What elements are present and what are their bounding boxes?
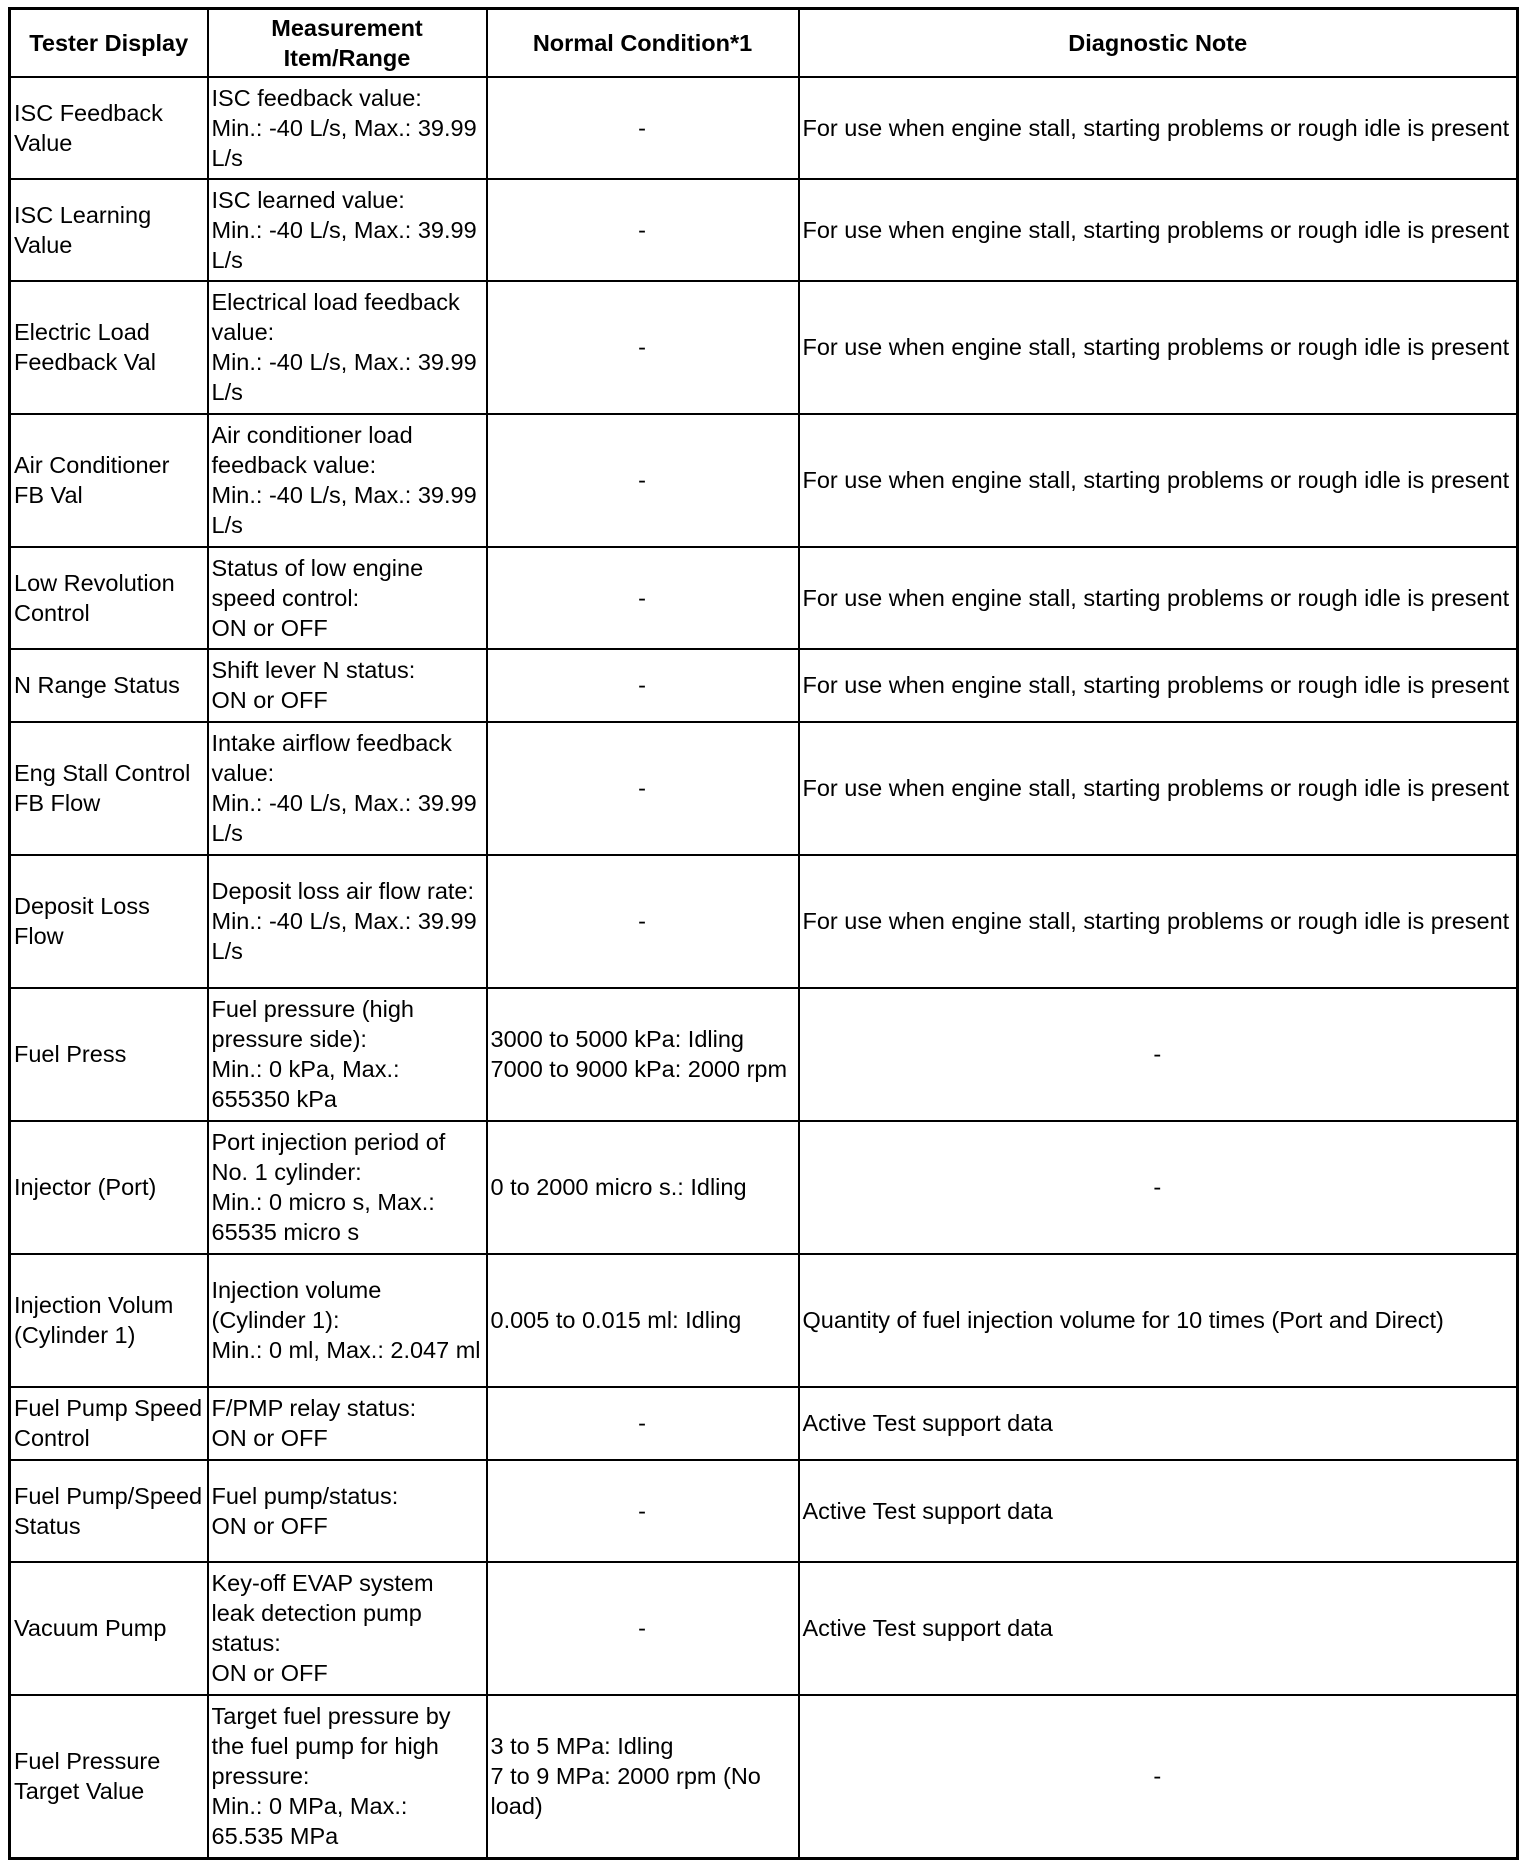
diagnostic-note-cell: Quantity of fuel injection volume for 10 times (Port and Direct) <box>799 1254 1518 1387</box>
measurement-range-cell: F/PMP relay status: ON or OFF <box>208 1387 487 1460</box>
measurement-range-cell: Target fuel pressure by the fuel pump for high pressure: Min.: 0 MPa, Max.: 65.535 MPa <box>208 1695 487 1858</box>
normal-condition-cell: - <box>487 649 799 722</box>
table-row <box>10 722 1518 855</box>
diagnostic-data-table-page <box>8 7 1516 1860</box>
tester-display-cell: Fuel Pump/Speed Status <box>10 1460 208 1562</box>
table-row <box>10 547 1518 649</box>
table-row <box>10 649 1518 722</box>
tester-display-cell: Deposit Loss Flow <box>10 855 208 988</box>
diagnostic-note-cell: Active Test support data <box>799 1387 1518 1460</box>
measurement-range-cell: Port injection period of No. 1 cylinder: Min.: 0 micro s, Max.: 65535 micro s <box>208 1121 487 1254</box>
measurement-range-cell: Shift lever N status: ON or OFF <box>208 649 487 722</box>
tester-display-cell: N Range Status <box>10 649 208 722</box>
table-row <box>10 1695 1518 1858</box>
normal-condition-cell: - <box>487 1387 799 1460</box>
diagnostic-note-cell: For use when engine stall, starting problems or rough idle is present <box>799 179 1518 281</box>
tester-display-cell: Injection Volum (Cylinder 1) <box>10 1254 208 1387</box>
table-row <box>10 1460 1518 1562</box>
tester-display-cell: Air Conditioner FB Val <box>10 414 208 547</box>
tester-display-cell: Electric Load Feedback Val <box>10 281 208 414</box>
tester-display-cell: Fuel Press <box>10 988 208 1121</box>
normal-condition-cell: 3 to 5 MPa: Idling 7 to 9 MPa: 2000 rpm (No load) <box>487 1695 799 1858</box>
normal-condition-cell: - <box>487 281 799 414</box>
measurement-range-cell: Deposit loss air flow rate: Min.: -40 L/s, Max.: 39.99 L/s <box>208 855 487 988</box>
normal-condition-cell: - <box>487 547 799 649</box>
diagnostic-note-cell: - <box>799 988 1518 1121</box>
header-diagnostic-note: Diagnostic Note <box>799 9 1518 78</box>
header-tester-display: Tester Display <box>10 9 208 78</box>
diagnostic-note-cell: For use when engine stall, starting problems or rough idle is present <box>799 855 1518 988</box>
diagnostic-note-cell: - <box>799 1695 1518 1858</box>
tester-display-cell: Fuel Pump Speed Control <box>10 1387 208 1460</box>
header-row <box>10 9 1518 78</box>
tester-display-cell: Fuel Pressure Target Value <box>10 1695 208 1858</box>
diagnostic-note-cell: For use when engine stall, starting problems or rough idle is present <box>799 649 1518 722</box>
table-row <box>10 179 1518 281</box>
measurement-range-cell: Fuel pressure (high pressure side): Min.: 0 kPa, Max.: 655350 kPa <box>208 988 487 1121</box>
normal-condition-cell: - <box>487 855 799 988</box>
measurement-range-cell: Intake airflow feedback value: Min.: -40 L/s, Max.: 39.99 L/s <box>208 722 487 855</box>
tester-display-cell: Low Revolution Control <box>10 547 208 649</box>
table-row <box>10 988 1518 1121</box>
table-row <box>10 414 1518 547</box>
normal-condition-cell: - <box>487 1562 799 1695</box>
normal-condition-cell: 3000 to 5000 kPa: Idling 7000 to 9000 kPa: 2000 rpm <box>487 988 799 1121</box>
table-row <box>10 1387 1518 1460</box>
measurement-range-cell: Fuel pump/status: ON or OFF <box>208 1460 487 1562</box>
header-measurement-item-range: Measurement Item/Range <box>208 9 487 78</box>
measurement-range-cell: Air conditioner load feedback value: Min.: -40 L/s, Max.: 39.99 L/s <box>208 414 487 547</box>
normal-condition-cell: - <box>487 414 799 547</box>
table-row <box>10 1562 1518 1695</box>
table-row <box>10 1254 1518 1387</box>
normal-condition-cell: 0.005 to 0.015 ml: Idling <box>487 1254 799 1387</box>
normal-condition-cell: 0 to 2000 micro s.: Idling <box>487 1121 799 1254</box>
table-row <box>10 1121 1518 1254</box>
data-list-table <box>8 7 1519 1860</box>
diagnostic-note-cell: For use when engine stall, starting problems or rough idle is present <box>799 77 1518 179</box>
diagnostic-note-cell: For use when engine stall, starting problems or rough idle is present <box>799 281 1518 414</box>
tester-display-cell: ISC Feedback Value <box>10 77 208 179</box>
measurement-range-cell: Injection volume (Cylinder 1): Min.: 0 ml, Max.: 2.047 ml <box>208 1254 487 1387</box>
measurement-range-cell: Status of low engine speed control: ON or OFF <box>208 547 487 649</box>
measurement-range-cell: Electrical load feedback value: Min.: -40 L/s, Max.: 39.99 L/s <box>208 281 487 414</box>
header-normal-condition: Normal Condition*1 <box>487 9 799 78</box>
diagnostic-note-cell: Active Test support data <box>799 1460 1518 1562</box>
normal-condition-cell: - <box>487 77 799 179</box>
table-row <box>10 281 1518 414</box>
measurement-range-cell: Key-off EVAP system leak detection pump status: ON or OFF <box>208 1562 487 1695</box>
tester-display-cell: ISC Learning Value <box>10 179 208 281</box>
normal-condition-cell: - <box>487 722 799 855</box>
diagnostic-note-cell: - <box>799 1121 1518 1254</box>
table-body <box>10 77 1518 1858</box>
measurement-range-cell: ISC feedback value: Min.: -40 L/s, Max.: 39.99 L/s <box>208 77 487 179</box>
diagnostic-note-cell: For use when engine stall, starting problems or rough idle is present <box>799 414 1518 547</box>
normal-condition-cell: - <box>487 1460 799 1562</box>
normal-condition-cell: - <box>487 179 799 281</box>
tester-display-cell: Eng Stall Control FB Flow <box>10 722 208 855</box>
diagnostic-note-cell: Active Test support data <box>799 1562 1518 1695</box>
measurement-range-cell: ISC learned value: Min.: -40 L/s, Max.: 39.99 L/s <box>208 179 487 281</box>
diagnostic-note-cell: For use when engine stall, starting problems or rough idle is present <box>799 547 1518 649</box>
table-header <box>10 9 1518 78</box>
tester-display-cell: Injector (Port) <box>10 1121 208 1254</box>
tester-display-cell: Vacuum Pump <box>10 1562 208 1695</box>
table-row <box>10 77 1518 179</box>
table-row <box>10 855 1518 988</box>
diagnostic-note-cell: For use when engine stall, starting problems or rough idle is present <box>799 722 1518 855</box>
